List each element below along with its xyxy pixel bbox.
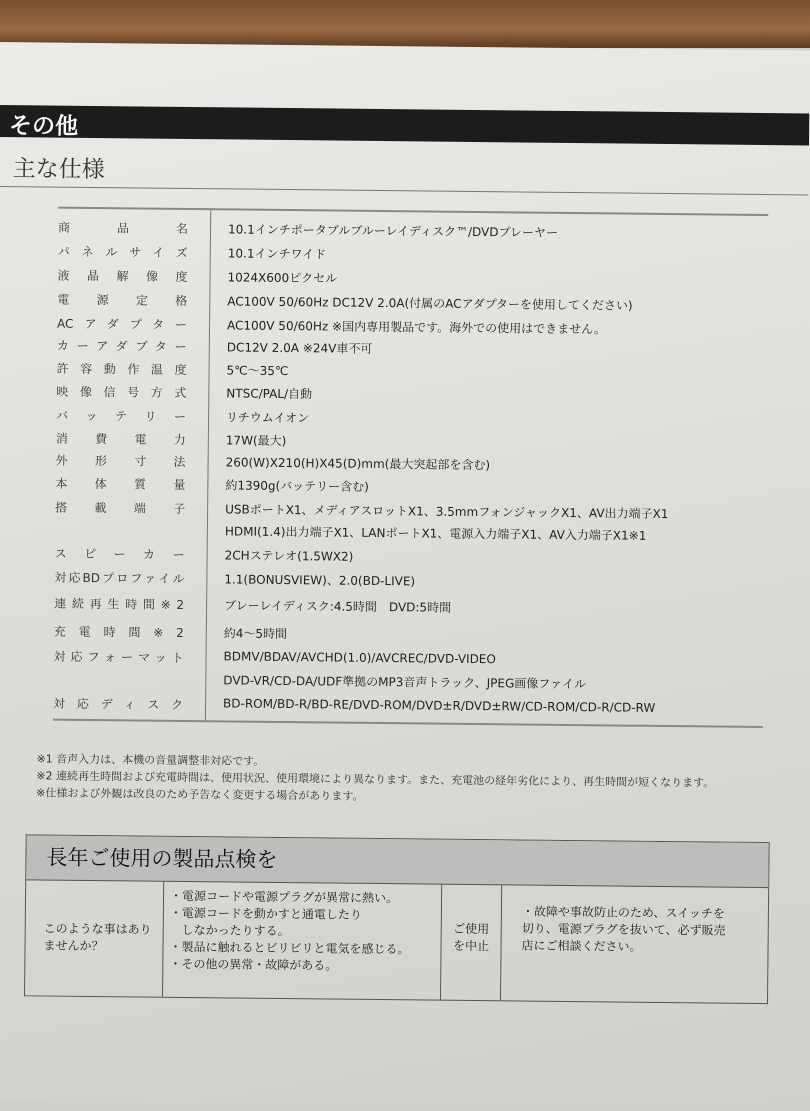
spec-label: ACアダプター bbox=[56, 316, 188, 332]
spec-row bbox=[53, 623, 764, 642]
spec-value: ブレーレイディスク:4.5時間 DVD:5時間 bbox=[224, 598, 452, 615]
spec-value: 17W(最大) bbox=[225, 433, 287, 449]
footnotes bbox=[36, 750, 714, 808]
symptom: ・製品に触れるとビリビリと電気を感じる。 bbox=[169, 939, 410, 957]
advice-cell: ・故障や事故防止のため、スイッチを切り、電源プラグを抜いて、必ず販売店にご相談ください。 bbox=[521, 904, 726, 954]
spec-value: DVD-VR/CD-DA/UDF準拠のMP3音声トラック、JPEG画像ファイル bbox=[223, 673, 587, 692]
action-cell: ご使用を中止 bbox=[441, 885, 502, 1001]
question-cell: このような事はありませんか？ bbox=[25, 880, 164, 996]
spec-label: 搭載端子 bbox=[55, 500, 186, 516]
footnote: ※1 音声入力は、本機の音量調整非対応です。 bbox=[36, 752, 265, 768]
spec-value: BDMV/BDAV/AVCHD(1.0)/AVCREC/DVD-VIDEO bbox=[223, 649, 496, 667]
symptom: ・電源コードや電源プラグが異常に熱い。 bbox=[169, 888, 399, 906]
spec-label: 消費電力 bbox=[55, 431, 186, 447]
spec-value: 10.1インチポータブルブルーレイディスク™/DVDプレーヤー bbox=[227, 222, 559, 240]
spec-value: 1024X600ピクセル bbox=[227, 270, 338, 286]
spec-value: AC100V 50/60Hz DC12V 2.0A(付属のACアダプターを使用してください) bbox=[227, 294, 633, 313]
spec-label: 対応フォーマット bbox=[53, 649, 184, 665]
spec-row bbox=[53, 648, 764, 692]
spec-label: 許容動作温度 bbox=[56, 361, 187, 377]
spec-value: HDMI(1.4)出力端子X1、LANポートX1、電源入力端子X1、AV入力端子X1※1 bbox=[224, 524, 647, 543]
spec-row bbox=[55, 475, 765, 494]
spec-label: バッテリー bbox=[56, 408, 187, 424]
spec-value: 10.1インチワイド bbox=[227, 246, 327, 262]
page-title: 主な仕様 bbox=[12, 156, 105, 184]
symptom: ・その他の異常・故障がある。 bbox=[169, 956, 338, 973]
spec-row bbox=[54, 569, 764, 589]
spec-value: 5℃～35℃ bbox=[226, 363, 289, 379]
spec-label: 商品名 bbox=[57, 220, 189, 236]
spec-value: DC12V 2.0A ※24V車不可 bbox=[226, 340, 373, 356]
spec-row bbox=[56, 407, 766, 426]
section-band bbox=[0, 105, 809, 145]
spec-label: 対応ディスク bbox=[53, 696, 184, 712]
spec-row bbox=[56, 337, 767, 356]
spec-row bbox=[55, 499, 765, 543]
spec-value: 1.1(BONUSVIEW)、2.0(BD-LIVE) bbox=[224, 572, 416, 589]
spec-row bbox=[55, 452, 766, 473]
spec-row bbox=[54, 595, 764, 615]
symptom: ・電源コードを動かすと通電したり bbox=[169, 905, 362, 922]
spec-value: BD-ROM/BD-R/BD-RE/DVD-ROM/DVD±R/DVD±RW/CD-ROM/CD-R/CD-RW bbox=[223, 696, 656, 715]
inspection-heading: 長年ご使用の製品点検を bbox=[26, 835, 768, 888]
spec-label: 充電時間※2 bbox=[53, 624, 184, 640]
spec-row bbox=[57, 243, 768, 262]
spec-label: 連続再生時間※2 bbox=[54, 596, 185, 612]
manual-page bbox=[0, 42, 810, 1111]
spec-label: 液晶解像度 bbox=[57, 268, 188, 284]
footnote: ※2 連続再生時間および充電時間は、使用状況、使用環境により異なります。また、充電池の経年劣化により、再生時間が短くなります。 bbox=[36, 769, 715, 790]
spec-table bbox=[53, 207, 768, 728]
spec-label: 外形寸法 bbox=[55, 453, 186, 469]
spec-value: USBポートX1、メディアスロットX1、3.5mmフォンジャックX1、AV出力端子X1 bbox=[225, 502, 669, 522]
divider bbox=[0, 186, 808, 195]
spec-value: 約1390g(バッテリー含む) bbox=[225, 478, 369, 494]
spec-value: 260(W)X210(H)X45(D)mm(最大突起部を含む) bbox=[225, 455, 491, 473]
spec-row bbox=[56, 315, 767, 337]
spec-row bbox=[54, 545, 765, 564]
spec-value: 2CHステレオ(1.5WX2) bbox=[224, 548, 354, 564]
inspection-box bbox=[24, 834, 770, 1004]
spec-row bbox=[57, 291, 767, 313]
column-divider bbox=[205, 210, 211, 720]
spec-value: NTSC/PAL/自動 bbox=[226, 386, 313, 402]
spec-row bbox=[56, 383, 766, 402]
symptoms-cell bbox=[163, 882, 442, 1000]
spec-label: カーアダプター bbox=[56, 338, 187, 354]
spec-label: 本体質量 bbox=[55, 476, 186, 492]
spec-row bbox=[55, 430, 766, 449]
desk-background bbox=[0, 0, 810, 48]
spec-label: 対応BDプロファイル bbox=[54, 570, 185, 586]
footnote: ※仕様および外観は改良のため予告なく変更する場合があります。 bbox=[36, 786, 364, 803]
spec-row bbox=[57, 219, 768, 240]
spec-label: 電源定格 bbox=[57, 292, 188, 308]
spec-label: パネルサイズ bbox=[57, 244, 188, 260]
spec-label: スピーカー bbox=[54, 546, 185, 562]
spec-value: リチウムイオン bbox=[226, 410, 310, 426]
spec-row bbox=[56, 360, 767, 379]
section-title: その他 bbox=[8, 113, 79, 140]
spec-row bbox=[57, 267, 768, 286]
spec-value: 約4～5時間 bbox=[223, 626, 288, 642]
spec-row bbox=[53, 695, 763, 715]
spec-label: 映像信号方式 bbox=[56, 384, 187, 400]
symptom: しなかったりする。 bbox=[169, 922, 290, 939]
spec-value: AC100V 50/60Hz ※国内専用製品です。海外での使用はできません。 bbox=[226, 318, 606, 337]
